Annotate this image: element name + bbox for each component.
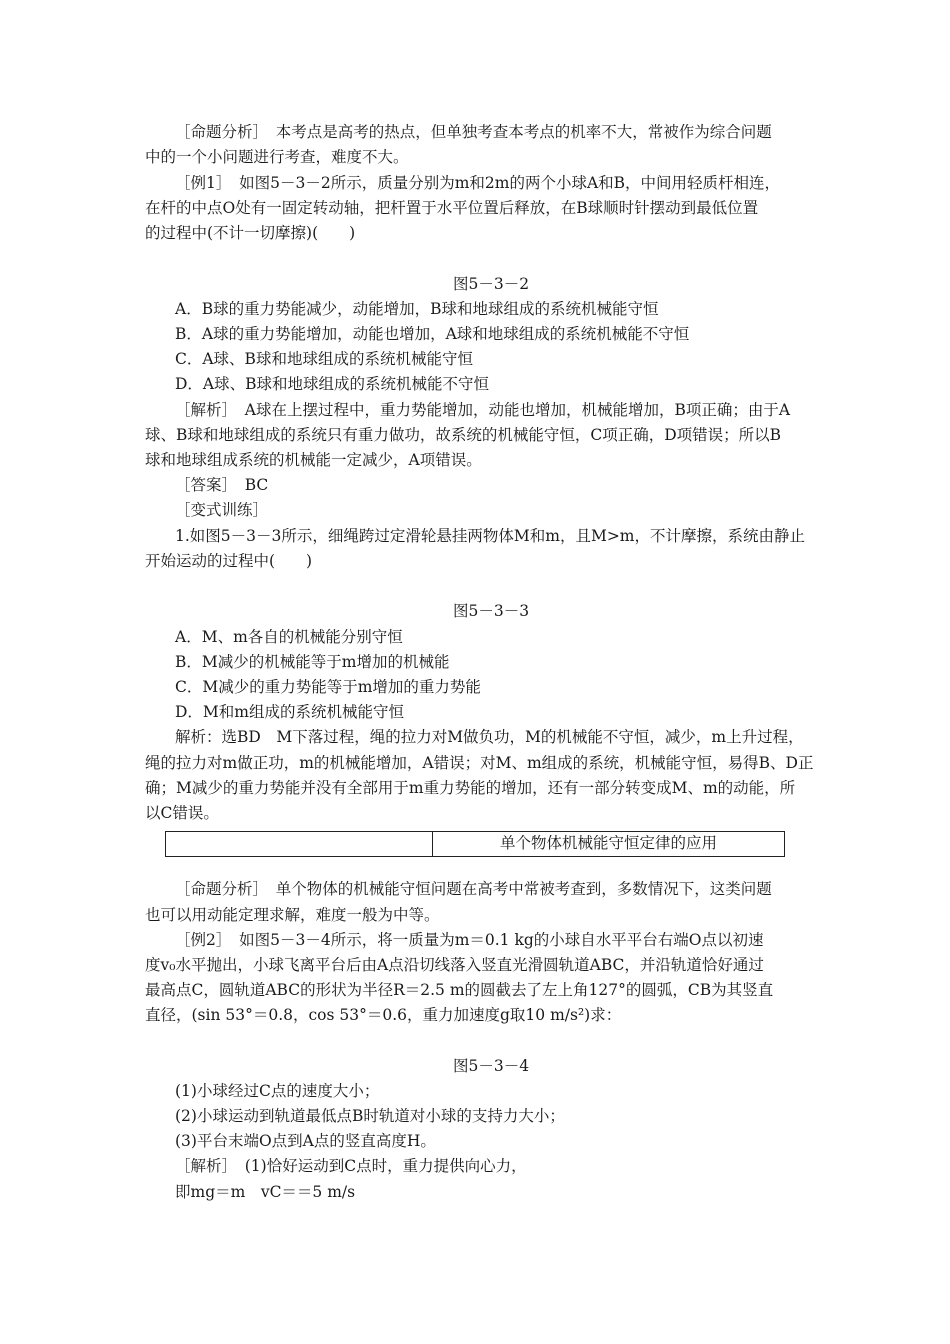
figure-caption: 图5－3－3 [453, 602, 530, 620]
text-line: 在杆的中点O处有一固定转动轴，把杆置于水平位置后释放，在B球顺时针摆动到最低位置 [145, 199, 759, 217]
table-cell-left [166, 832, 433, 856]
text-line: 绳的拉力对m做正功，m的机械能增加，A错误；对M、m组成的系统，机械能守恒，易得B、D正 [145, 754, 814, 772]
text-line: 度v₀水平抛出，小球飞离平台后由A点沿切线落入竖直光滑圆轨道ABC，并沿轨道恰好通过 [145, 956, 764, 974]
formula-line: 即mg＝m vC＝＝5 m/s [175, 1183, 356, 1201]
text-line: 确；M减少的重力势能并没有全部用于m重力势能的增加，还有一部分转变成M、m的动能，所 [145, 779, 796, 797]
text-line: ［解析］ (1)恰好运动到C点时，重力提供向心力， [175, 1157, 527, 1175]
answer-line: ［答案］ BC [175, 476, 269, 494]
text-line: ［命题分析］ 单个物体的机械能守恒问题在高考中常被考查到，多数情况下，这类问题 [175, 880, 772, 898]
text-line: ［例2］ 如图5－3－4所示，将一质量为m＝0.1 kg的小球自水平平台右端O点以初速 [175, 931, 764, 949]
option-line: B．M减少的机械能等于m增加的机械能 [175, 653, 450, 671]
question-line: (3)平台末端O点到A点的竖直高度H。 [175, 1132, 436, 1150]
option-line: C．M减少的重力势能等于m增加的重力势能 [175, 678, 481, 696]
text-line: 以C错误。 [145, 804, 219, 822]
text-line: 解析：选BD M下落过程，绳的拉力对M做负功，M的机械能不守恒，减少，m上升过程， [175, 728, 804, 746]
text-line: 直径，(sin 53°＝0.8，cos 53°＝0.6，重力加速度g取10 m/s²)求： [145, 1006, 622, 1024]
table-cell-title: 单个物体机械能守恒定律的应用 [499, 834, 717, 852]
option-line: B．A球的重力势能增加，动能也增加，A球和地球组成的系统机械能不守恒 [175, 325, 690, 343]
text-line: ［命题分析］ 本考点是高考的热点，但单独考查本考点的机率不大，常被作为综合问题 [175, 123, 772, 141]
option-line: D．M和m组成的系统机械能守恒 [175, 703, 404, 721]
figure-caption: 图5－3－2 [453, 275, 530, 293]
text-line: 球和地球组成系统的机械能一定减少，A项错误。 [145, 451, 482, 469]
figure-caption: 图5－3－4 [453, 1057, 530, 1075]
text-line: 最高点C，圆轨道ABC的形状为半径R＝2.5 m的圆截去了左上角127°的圆弧，CB为其竖直 [145, 981, 774, 999]
text-line: ［例1］ 如图5－3－2所示，质量分别为m和2m的两个小球A和B，中间用轻质杆相连， [175, 174, 781, 192]
text-line: 1.如图5－3－3所示，细绳跨过定滑轮悬挂两物体M和m，且M>m，不计摩擦，系统由静止 [175, 527, 806, 545]
text-line: 球、B球和地球组成的系统只有重力做功，故系统的机械能守恒，C项正确，D项错误；所以B [145, 426, 782, 444]
option-line: C．A球、B球和地球组成的系统机械能守恒 [175, 350, 473, 368]
option-line: D．A球、B球和地球组成的系统机械能不守恒 [175, 375, 490, 393]
section-label: ［变式训练］ [175, 501, 269, 519]
text-line: 的过程中(不计一切摩擦)( ) [145, 224, 356, 242]
question-line: (2)小球运动到轨道最低点B时轨道对小球的支持力大小； [175, 1107, 565, 1125]
option-line: A．M、m各自的机械能分别守恒 [175, 628, 403, 646]
section-table [165, 831, 785, 857]
question-line: (1)小球经过C点的速度大小； [175, 1082, 380, 1100]
option-line: A．B球的重力势能减少，动能增加，B球和地球组成的系统机械能守恒 [175, 300, 659, 318]
text-line: 也可以用动能定理求解，难度一般为中等。 [145, 906, 440, 924]
text-line: 开始运动的过程中( ) [145, 552, 313, 570]
text-line: ［解析］ A球在上摆过程中，重力势能增加，动能也增加，机械能增加，B项正确；由于A [175, 401, 791, 419]
text-line: 中的一个小问题进行考查，难度不大。 [145, 148, 409, 166]
